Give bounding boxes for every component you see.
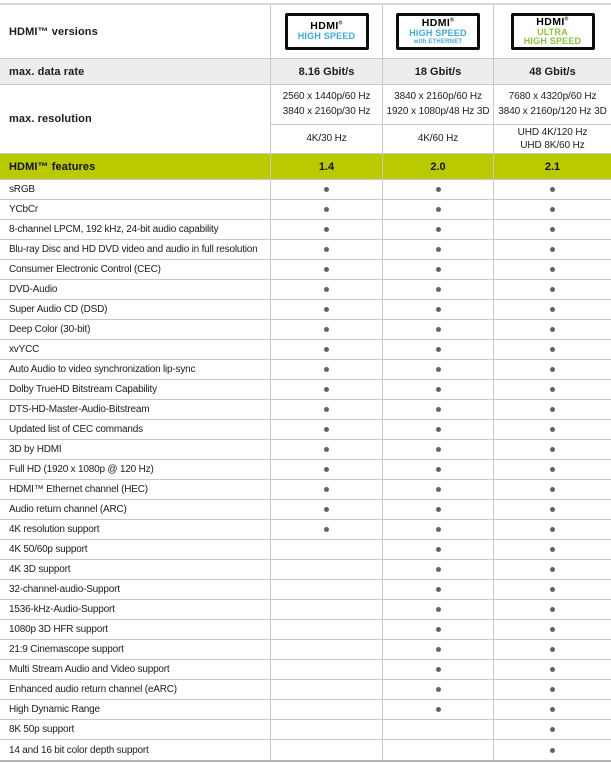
table-row [0,260,611,280]
feature-support-hdmi-1.4 [270,260,382,279]
table-row [0,400,611,420]
hdmi-high-speed-ethernet-badge [396,13,480,50]
support-dot [550,247,555,252]
table-row [0,480,611,500]
feature-label: Deep Color (30-bit) [9,324,91,335]
hdmi-logo: HDMI® [536,15,569,28]
support-dot [436,567,441,572]
feature-support-hdmi-1.4 [270,200,382,219]
support-dot [550,227,555,232]
feature-support-hdmi-2.0 [382,280,493,299]
support-dot [436,287,441,292]
feature-support-hdmi-1.4 [270,700,382,719]
support-dot [550,427,555,432]
support-dot [324,447,329,452]
feature-support-hdmi-1.4 [270,520,382,539]
badge-subline: with ETHERNET [413,38,463,45]
feature-label: 14 and 16 bit color depth support [9,744,149,756]
feature-support-hdmi-2.1 [493,640,611,659]
support-dot [550,707,555,712]
support-dot [550,207,555,212]
support-dot [324,267,329,272]
hdmi-comparison-table [0,3,611,762]
feature-support-hdmi-2.1 [493,740,611,760]
feature-support-hdmi-2.0 [382,580,493,599]
resolution-row [0,85,611,154]
table-row [0,720,611,740]
feature-support-hdmi-2.1 [493,400,611,419]
table-row [0,180,611,200]
support-dot [436,487,441,492]
version-number-2.0: 2.0 [382,154,493,179]
support-dot [550,687,555,692]
table-row [0,660,611,680]
feature-support-hdmi-1.4 [270,340,382,359]
feature-support-hdmi-1.4 [270,560,382,579]
feature-support-hdmi-1.4 [270,680,382,699]
table-row [0,500,611,520]
support-dot [436,547,441,552]
feature-support-hdmi-1.4 [270,460,382,479]
table-row [0,300,611,320]
table-row [0,460,611,480]
support-dot [324,207,329,212]
feature-support-hdmi-2.0 [382,340,493,359]
support-dot [436,347,441,352]
support-dot [324,387,329,392]
support-dot [324,507,329,512]
support-dot [324,527,329,532]
feature-support-hdmi-1.4 [270,420,382,439]
resolution-2.1 [493,85,611,153]
support-dot [550,607,555,612]
support-dot [550,387,555,392]
support-dot [324,247,329,252]
feature-support-hdmi-1.4 [270,660,382,679]
resolution-secondary: 4K/60 Hz [383,124,493,153]
support-dot [550,447,555,452]
table-row [0,700,611,720]
feature-support-hdmi-2.0 [382,460,493,479]
support-dot [550,567,555,572]
badge-line: HIGH SPEED [409,28,467,39]
support-dot [436,427,441,432]
feature-support-hdmi-2.0 [382,520,493,539]
versions-cell-2.0 [382,5,493,58]
support-dot [550,367,555,372]
resolution-1.4 [270,85,382,153]
feature-support-hdmi-1.4 [270,240,382,259]
support-dot [324,187,329,192]
table-row [0,200,611,220]
feature-support-hdmi-1.4 [270,180,382,199]
support-dot [550,287,555,292]
feature-support-hdmi-2.0 [382,300,493,319]
hdmi-logo: HDMI® [310,20,343,33]
feature-label: DTS-HD-Master-Audio-Bitstream [9,404,150,415]
table-row [0,420,611,440]
feature-support-hdmi-1.4 [270,500,382,519]
data-rate-2.1: 48 Gbit/s [493,59,611,84]
table-row [0,440,611,460]
feature-support-hdmi-1.4 [270,620,382,639]
version-number-2.1: 2.1 [493,154,611,179]
versions-row [0,5,611,59]
support-dot [436,507,441,512]
feature-support-hdmi-1.4 [270,720,382,739]
feature-label: xvYCC [9,344,40,355]
feature-label: Multi Stream Audio and Video support [9,664,170,675]
support-dot [436,327,441,332]
feature-support-hdmi-2.1 [493,340,611,359]
feature-support-hdmi-2.1 [493,720,611,739]
feature-support-hdmi-1.4 [270,480,382,499]
feature-label: 4K 50/60p support [9,544,88,555]
feature-support-hdmi-2.0 [382,660,493,679]
feature-support-hdmi-2.0 [382,560,493,579]
feature-support-hdmi-1.4 [270,740,382,760]
feature-support-hdmi-1.4 [270,320,382,339]
resolution-2.0 [382,85,493,153]
feature-support-hdmi-2.1 [493,680,611,699]
feature-support-hdmi-2.0 [382,480,493,499]
table-row [0,360,611,380]
feature-rows-container [0,180,611,760]
feature-label: 21:9 Cinemascope support [9,644,124,655]
support-dot [436,447,441,452]
table-row [0,320,611,340]
support-dot [550,727,555,732]
support-dot [436,307,441,312]
hdmi-logo: HDMI® [421,17,455,30]
feature-support-hdmi-1.4 [270,380,382,399]
support-dot [324,487,329,492]
feature-support-hdmi-2.0 [382,680,493,699]
badge-line: HIGH SPEED [297,31,356,42]
support-dot [324,327,329,332]
feature-support-hdmi-2.1 [493,260,611,279]
feature-support-hdmi-1.4 [270,220,382,239]
feature-label: DVD-Audio [9,284,58,295]
support-dot [324,227,329,232]
data-rate-1.4: 8.16 Gbit/s [270,59,382,84]
badge-line: ULTRA [537,26,568,37]
feature-support-hdmi-2.0 [382,320,493,339]
feature-support-hdmi-2.0 [382,540,493,559]
feature-support-hdmi-2.0 [382,640,493,659]
data-rate-2.0: 18 Gbit/s [382,59,493,84]
support-dot [324,287,329,292]
support-dot [550,647,555,652]
feature-support-hdmi-1.4 [270,580,382,599]
support-dot [324,307,329,312]
version-number-1.4: 1.4 [270,154,382,179]
support-dot [436,247,441,252]
support-dot [550,507,555,512]
table-row [0,240,611,260]
feature-support-hdmi-2.1 [493,200,611,219]
hdmi-high-speed-badge [285,13,369,50]
feature-support-hdmi-2.1 [493,220,611,239]
support-dot [550,527,555,532]
feature-label: sRGB [9,184,35,195]
resolution-secondary: 4K/30 Hz [271,124,382,153]
support-dot [550,307,555,312]
resolution-primary: 2560 x 1440p/60 Hz 3840 x 2160p/30 Hz [282,91,371,117]
feature-label: YCbCr [9,204,39,215]
resolution-label: max. resolution [9,113,92,125]
feature-support-hdmi-2.1 [493,600,611,619]
feature-support-hdmi-2.1 [493,700,611,719]
support-dot [324,407,329,412]
feature-support-hdmi-2.1 [493,540,611,559]
feature-support-hdmi-2.0 [382,620,493,639]
table-row [0,340,611,360]
support-dot [436,187,441,192]
support-dot [436,467,441,472]
table-row [0,380,611,400]
feature-label: 4K 3D support [9,564,71,575]
feature-support-hdmi-2.0 [382,440,493,459]
data-rate-label: max. data rate [9,65,85,78]
support-dot [324,427,329,432]
feature-label: 3D by HDMI [9,444,62,455]
feature-label: 32-channel-audio-Support [9,584,120,595]
support-dot [550,467,555,472]
support-dot [436,387,441,392]
feature-label: High Dynamic Range [9,704,100,715]
table-row [0,220,611,240]
data-rate-row [0,59,611,85]
features-header-label: HDMI™ features [9,160,96,173]
feature-label: Consumer Electronic Control (CEC) [9,264,161,275]
support-dot [324,367,329,372]
feature-label: 1536-kHz-Audio-Support [9,604,115,615]
table-row [0,600,611,620]
feature-support-hdmi-2.1 [493,180,611,199]
support-dot [550,347,555,352]
feature-support-hdmi-1.4 [270,300,382,319]
feature-support-hdmi-2.0 [382,400,493,419]
feature-label: 8-channel LPCM, 192 kHz, 24-bit audio capability [9,224,219,235]
table-row [0,640,611,660]
feature-support-hdmi-2.0 [382,200,493,219]
feature-support-hdmi-2.1 [493,460,611,479]
feature-support-hdmi-1.4 [270,540,382,559]
feature-label: Updated list of CEC commands [9,424,143,435]
feature-support-hdmi-2.0 [382,380,493,399]
feature-support-hdmi-2.1 [493,660,611,679]
feature-support-hdmi-2.0 [382,420,493,439]
versions-cell-1.4 [270,5,382,58]
feature-support-hdmi-1.4 [270,400,382,419]
feature-support-hdmi-2.0 [382,720,493,739]
resolution-primary: 7680 x 4320p/60 Hz 3840 x 2160p/120 Hz 3D [498,91,607,117]
versions-label: HDMI™ versions [9,25,98,38]
feature-support-hdmi-2.0 [382,360,493,379]
table-row [0,520,611,540]
feature-support-hdmi-2.1 [493,500,611,519]
support-dot [436,647,441,652]
features-header-row [0,154,611,180]
support-dot [436,407,441,412]
table-row [0,280,611,300]
versions-cell-2.1 [493,5,611,58]
support-dot [550,187,555,192]
table-row [0,740,611,760]
feature-support-hdmi-2.1 [493,420,611,439]
support-dot [550,487,555,492]
feature-support-hdmi-2.1 [493,440,611,459]
feature-support-hdmi-1.4 [270,360,382,379]
feature-support-hdmi-2.1 [493,620,611,639]
feature-support-hdmi-2.0 [382,180,493,199]
feature-label: HDMI™ Ethernet channel (HEC) [9,484,148,495]
feature-support-hdmi-2.0 [382,260,493,279]
feature-support-hdmi-2.0 [382,500,493,519]
support-dot [436,667,441,672]
support-dot [436,227,441,232]
table-row [0,580,611,600]
table-row [0,540,611,560]
support-dot [324,347,329,352]
feature-support-hdmi-1.4 [270,280,382,299]
feature-support-hdmi-2.1 [493,560,611,579]
feature-support-hdmi-2.1 [493,280,611,299]
support-dot [550,627,555,632]
feature-support-hdmi-2.1 [493,360,611,379]
table-row [0,680,611,700]
support-dot [436,707,441,712]
table-row [0,620,611,640]
support-dot [436,607,441,612]
feature-support-hdmi-2.1 [493,380,611,399]
support-dot [550,667,555,672]
feature-label: 8K 50p support [9,724,75,735]
support-dot [324,467,329,472]
feature-support-hdmi-2.1 [493,320,611,339]
feature-label: Blu-ray Disc and HD DVD video and audio in full resolution [9,244,258,255]
support-dot [436,367,441,372]
feature-support-hdmi-2.1 [493,240,611,259]
support-dot [550,267,555,272]
feature-support-hdmi-2.0 [382,220,493,239]
support-dot [436,587,441,592]
feature-support-hdmi-2.1 [493,480,611,499]
feature-support-hdmi-2.0 [382,600,493,619]
table-row [0,560,611,580]
feature-support-hdmi-2.0 [382,240,493,259]
support-dot [436,687,441,692]
feature-label: Super Audio CD (DSD) [9,304,108,315]
feature-label: Auto Audio to video synchronization lip-sync [9,364,196,375]
support-dot [550,587,555,592]
feature-support-hdmi-2.0 [382,700,493,719]
feature-support-hdmi-2.1 [493,580,611,599]
feature-support-hdmi-1.4 [270,600,382,619]
badge-line: HIGH SPEED [523,36,582,46]
feature-support-hdmi-1.4 [270,440,382,459]
feature-support-hdmi-2.1 [493,520,611,539]
support-dot [436,207,441,212]
support-dot [436,267,441,272]
resolution-primary: 3840 x 2160p/60 Hz 1920 x 1080p/48 Hz 3D [386,91,490,117]
support-dot [550,327,555,332]
resolution-secondary: UHD 4K/120 Hz UHD 8K/60 Hz [494,124,611,153]
feature-label: Dolby TrueHD Bitstream Capability [9,384,157,395]
feature-label: 1080p 3D HFR support [9,624,108,635]
support-dot [436,627,441,632]
feature-label: Enhanced audio return channel (eARC) [9,684,177,695]
feature-support-hdmi-1.4 [270,640,382,659]
feature-label: Full HD (1920 x 1080p @ 120 Hz) [9,464,154,475]
feature-label: Audio return channel (ARC) [9,504,127,515]
support-dot [550,748,555,753]
feature-support-hdmi-2.1 [493,300,611,319]
feature-support-hdmi-2.0 [382,740,493,760]
support-dot [436,527,441,532]
support-dot [550,407,555,412]
feature-label: 4K resolution support [9,524,100,535]
hdmi-ultra-high-speed-badge [511,13,595,50]
support-dot [550,547,555,552]
